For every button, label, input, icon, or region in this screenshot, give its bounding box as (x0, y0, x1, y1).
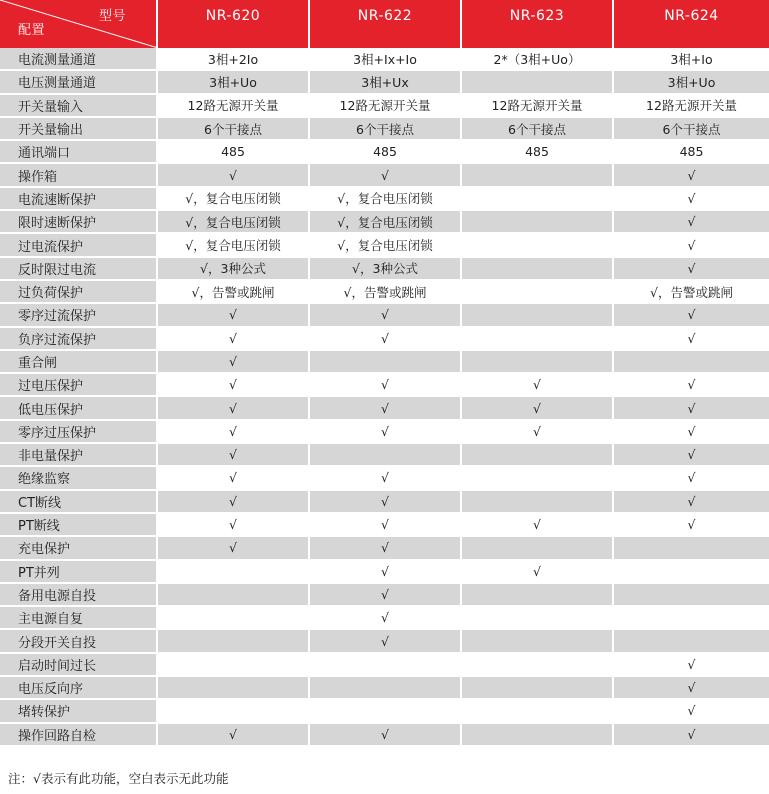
feature-name-cell: 电流速断保护 (0, 188, 158, 211)
value-cell: √，复合电压闭锁 (158, 234, 310, 257)
table-row (0, 700, 769, 723)
table-row (0, 258, 769, 281)
feature-name-cell: 备用电源自投 (0, 584, 158, 607)
value-cell: √ (614, 164, 769, 187)
value-cell (158, 677, 310, 700)
feature-name-cell: 绝缘监察 (0, 467, 158, 490)
value-cell (462, 654, 614, 677)
value-cell (462, 71, 614, 94)
feature-name-cell: 反时限过电流 (0, 258, 158, 281)
value-cell: √ (614, 234, 769, 257)
value-cell (614, 630, 769, 653)
table-row (0, 677, 769, 700)
value-cell: √ (310, 607, 462, 630)
feature-name-cell: 堵转保护 (0, 700, 158, 723)
table-row (0, 328, 769, 351)
table-row (0, 654, 769, 677)
feature-name-cell: PT并列 (0, 561, 158, 584)
value-cell: √ (310, 491, 462, 514)
model-header-nr-623 (462, 0, 614, 48)
value-cell: √ (310, 584, 462, 607)
feature-name-cell: 重合闸 (0, 351, 158, 374)
value-cell: √ (462, 397, 614, 420)
feature-name-cell: CT断线 (0, 491, 158, 514)
value-cell: √ (310, 561, 462, 584)
value-cell: √ (310, 328, 462, 351)
value-cell: 485 (158, 141, 310, 164)
table-row (0, 724, 769, 747)
value-cell (462, 304, 614, 327)
feature-name-cell: 负序过流保护 (0, 328, 158, 351)
value-cell: √ (158, 491, 310, 514)
value-cell: 6个干接点 (462, 118, 614, 141)
value-cell (614, 607, 769, 630)
table-row (0, 141, 769, 164)
value-cell: √ (614, 654, 769, 677)
table-row (0, 537, 769, 560)
corner-label-config: 配置 (18, 23, 46, 38)
value-cell: 3相+Io (614, 48, 769, 71)
feature-name-cell: 电压测量通道 (0, 71, 158, 94)
table-header (0, 0, 769, 48)
value-cell (462, 467, 614, 490)
feature-name-cell: 开关量输入 (0, 95, 158, 118)
value-cell: 6个干接点 (158, 118, 310, 141)
value-cell: √ (310, 374, 462, 397)
value-cell: √ (158, 304, 310, 327)
table-row (0, 421, 769, 444)
table-body (0, 48, 769, 747)
value-cell (158, 561, 310, 584)
value-cell: 3相+Ux (310, 71, 462, 94)
value-cell: √ (310, 467, 462, 490)
value-cell (462, 281, 614, 304)
value-cell (158, 654, 310, 677)
table-row (0, 95, 769, 118)
model-name: NR-624 (664, 8, 719, 24)
value-cell: √，告警或跳闸 (158, 281, 310, 304)
value-cell: √ (614, 211, 769, 234)
value-cell: √ (614, 397, 769, 420)
table-row (0, 607, 769, 630)
table-row (0, 351, 769, 374)
value-cell (310, 444, 462, 467)
value-cell: √，3种公式 (158, 258, 310, 281)
value-cell: √ (614, 467, 769, 490)
value-cell (462, 351, 614, 374)
feature-name-cell: 零序过压保护 (0, 421, 158, 444)
feature-name-cell: 分段开关自投 (0, 630, 158, 653)
value-cell (462, 211, 614, 234)
feature-name-cell: 启动时间过长 (0, 654, 158, 677)
value-cell: √ (462, 374, 614, 397)
table-row (0, 164, 769, 187)
value-cell (158, 607, 310, 630)
value-cell: √ (614, 724, 769, 747)
value-cell: √，复合电压闭锁 (158, 188, 310, 211)
value-cell: √ (462, 421, 614, 444)
model-header-nr-622 (310, 0, 462, 48)
value-cell: √ (310, 421, 462, 444)
value-cell: √，告警或跳闸 (614, 281, 769, 304)
value-cell: √ (158, 351, 310, 374)
feature-name-cell: 开关量输出 (0, 118, 158, 141)
table-row (0, 71, 769, 94)
value-cell: 3相+2Io (158, 48, 310, 71)
value-cell: √ (158, 514, 310, 537)
model-name: NR-620 (205, 8, 261, 24)
value-cell: 485 (462, 141, 614, 164)
value-cell: √ (158, 328, 310, 351)
value-cell: √ (614, 514, 769, 537)
value-cell (462, 584, 614, 607)
feature-name-cell: 电流测量通道 (0, 48, 158, 71)
value-cell (462, 607, 614, 630)
value-cell: √ (310, 304, 462, 327)
value-cell: √ (310, 397, 462, 420)
value-cell: √ (158, 421, 310, 444)
value-cell: √ (158, 374, 310, 397)
table-row (0, 514, 769, 537)
table-row (0, 188, 769, 211)
model-header-nr-620 (158, 0, 310, 48)
corner-label-model: 型号 (98, 9, 126, 24)
table-row (0, 118, 769, 141)
feature-name-cell: 操作回路自检 (0, 724, 158, 747)
feature-name-cell: 限时速断保护 (0, 211, 158, 234)
value-cell (614, 537, 769, 560)
table-row (0, 211, 769, 234)
table-row (0, 48, 769, 71)
value-cell: √ (614, 677, 769, 700)
value-cell (462, 258, 614, 281)
table-row (0, 630, 769, 653)
value-cell: √ (614, 374, 769, 397)
value-cell: 2*（3相+Uo） (462, 48, 614, 71)
value-cell: √ (310, 724, 462, 747)
table-row (0, 281, 769, 304)
value-cell (158, 700, 310, 723)
feature-name-cell: 过电流保护 (0, 234, 158, 257)
feature-name-cell: 零序过流保护 (0, 304, 158, 327)
value-cell: √ (158, 537, 310, 560)
value-cell (462, 700, 614, 723)
table-row (0, 444, 769, 467)
table-row (0, 467, 769, 490)
value-cell (462, 188, 614, 211)
value-cell: 3相+Uo (614, 71, 769, 94)
value-cell (462, 328, 614, 351)
value-cell: 485 (310, 141, 462, 164)
value-cell (462, 630, 614, 653)
value-cell: √ (158, 164, 310, 187)
value-cell (462, 234, 614, 257)
table-row (0, 304, 769, 327)
value-cell: √ (614, 444, 769, 467)
feature-name-cell: 充电保护 (0, 537, 158, 560)
table-row (0, 491, 769, 514)
feature-name-cell: 过电压保护 (0, 374, 158, 397)
value-cell (462, 491, 614, 514)
model-name: NR-623 (509, 8, 565, 24)
value-cell: √ (158, 467, 310, 490)
model-name: NR-622 (357, 8, 413, 24)
feature-name-cell: 通讯端口 (0, 141, 158, 164)
value-cell: √ (462, 561, 614, 584)
value-cell: √，3种公式 (310, 258, 462, 281)
value-cell: 6个干接点 (614, 118, 769, 141)
value-cell: √ (158, 397, 310, 420)
value-cell (462, 444, 614, 467)
value-cell (310, 351, 462, 374)
value-cell (158, 630, 310, 653)
value-cell: √ (462, 514, 614, 537)
value-cell: √ (310, 514, 462, 537)
value-cell: 12路无源开关量 (310, 95, 462, 118)
corner-header-cell (0, 0, 158, 48)
value-cell: √，复合电压闭锁 (310, 188, 462, 211)
value-cell (614, 561, 769, 584)
value-cell: √ (310, 537, 462, 560)
feature-name-cell: 操作箱 (0, 164, 158, 187)
value-cell (614, 351, 769, 374)
value-cell (310, 654, 462, 677)
value-cell (310, 700, 462, 723)
value-cell: √，复合电压闭锁 (310, 211, 462, 234)
value-cell (462, 537, 614, 560)
header-row (0, 0, 769, 48)
value-cell (310, 677, 462, 700)
value-cell: √ (614, 188, 769, 211)
value-cell: √ (310, 630, 462, 653)
value-cell (462, 164, 614, 187)
value-cell: 12路无源开关量 (158, 95, 310, 118)
value-cell: √ (614, 491, 769, 514)
feature-name-cell: 非电量保护 (0, 444, 158, 467)
value-cell: 485 (614, 141, 769, 164)
value-cell: √ (614, 258, 769, 281)
feature-name-cell: 电压反向序 (0, 677, 158, 700)
table-row (0, 234, 769, 257)
value-cell: √ (614, 700, 769, 723)
value-cell: √，复合电压闭锁 (158, 211, 310, 234)
value-cell: 3相+Ix+Io (310, 48, 462, 71)
value-cell: 12路无源开关量 (614, 95, 769, 118)
value-cell: 3相+Uo (158, 71, 310, 94)
value-cell: √，复合电压闭锁 (310, 234, 462, 257)
feature-name-cell: PT断线 (0, 514, 158, 537)
table-row (0, 561, 769, 584)
value-cell: √ (614, 304, 769, 327)
value-cell (158, 584, 310, 607)
value-cell (462, 724, 614, 747)
table-row (0, 374, 769, 397)
value-cell (614, 584, 769, 607)
feature-name-cell: 主电源自复 (0, 607, 158, 630)
value-cell: √ (614, 421, 769, 444)
feature-name-cell: 过负荷保护 (0, 281, 158, 304)
value-cell (462, 677, 614, 700)
value-cell: 6个干接点 (310, 118, 462, 141)
footnote: 注：√表示有此功能，空白表示无此功能 (8, 771, 229, 786)
feature-name-cell: 低电压保护 (0, 397, 158, 420)
value-cell: √ (310, 164, 462, 187)
value-cell: √ (158, 444, 310, 467)
table-row (0, 584, 769, 607)
value-cell: √ (614, 328, 769, 351)
value-cell: √，告警或跳闸 (310, 281, 462, 304)
value-cell: √ (158, 724, 310, 747)
value-cell: 12路无源开关量 (462, 95, 614, 118)
table-row (0, 397, 769, 420)
model-header-nr-624 (614, 0, 769, 48)
